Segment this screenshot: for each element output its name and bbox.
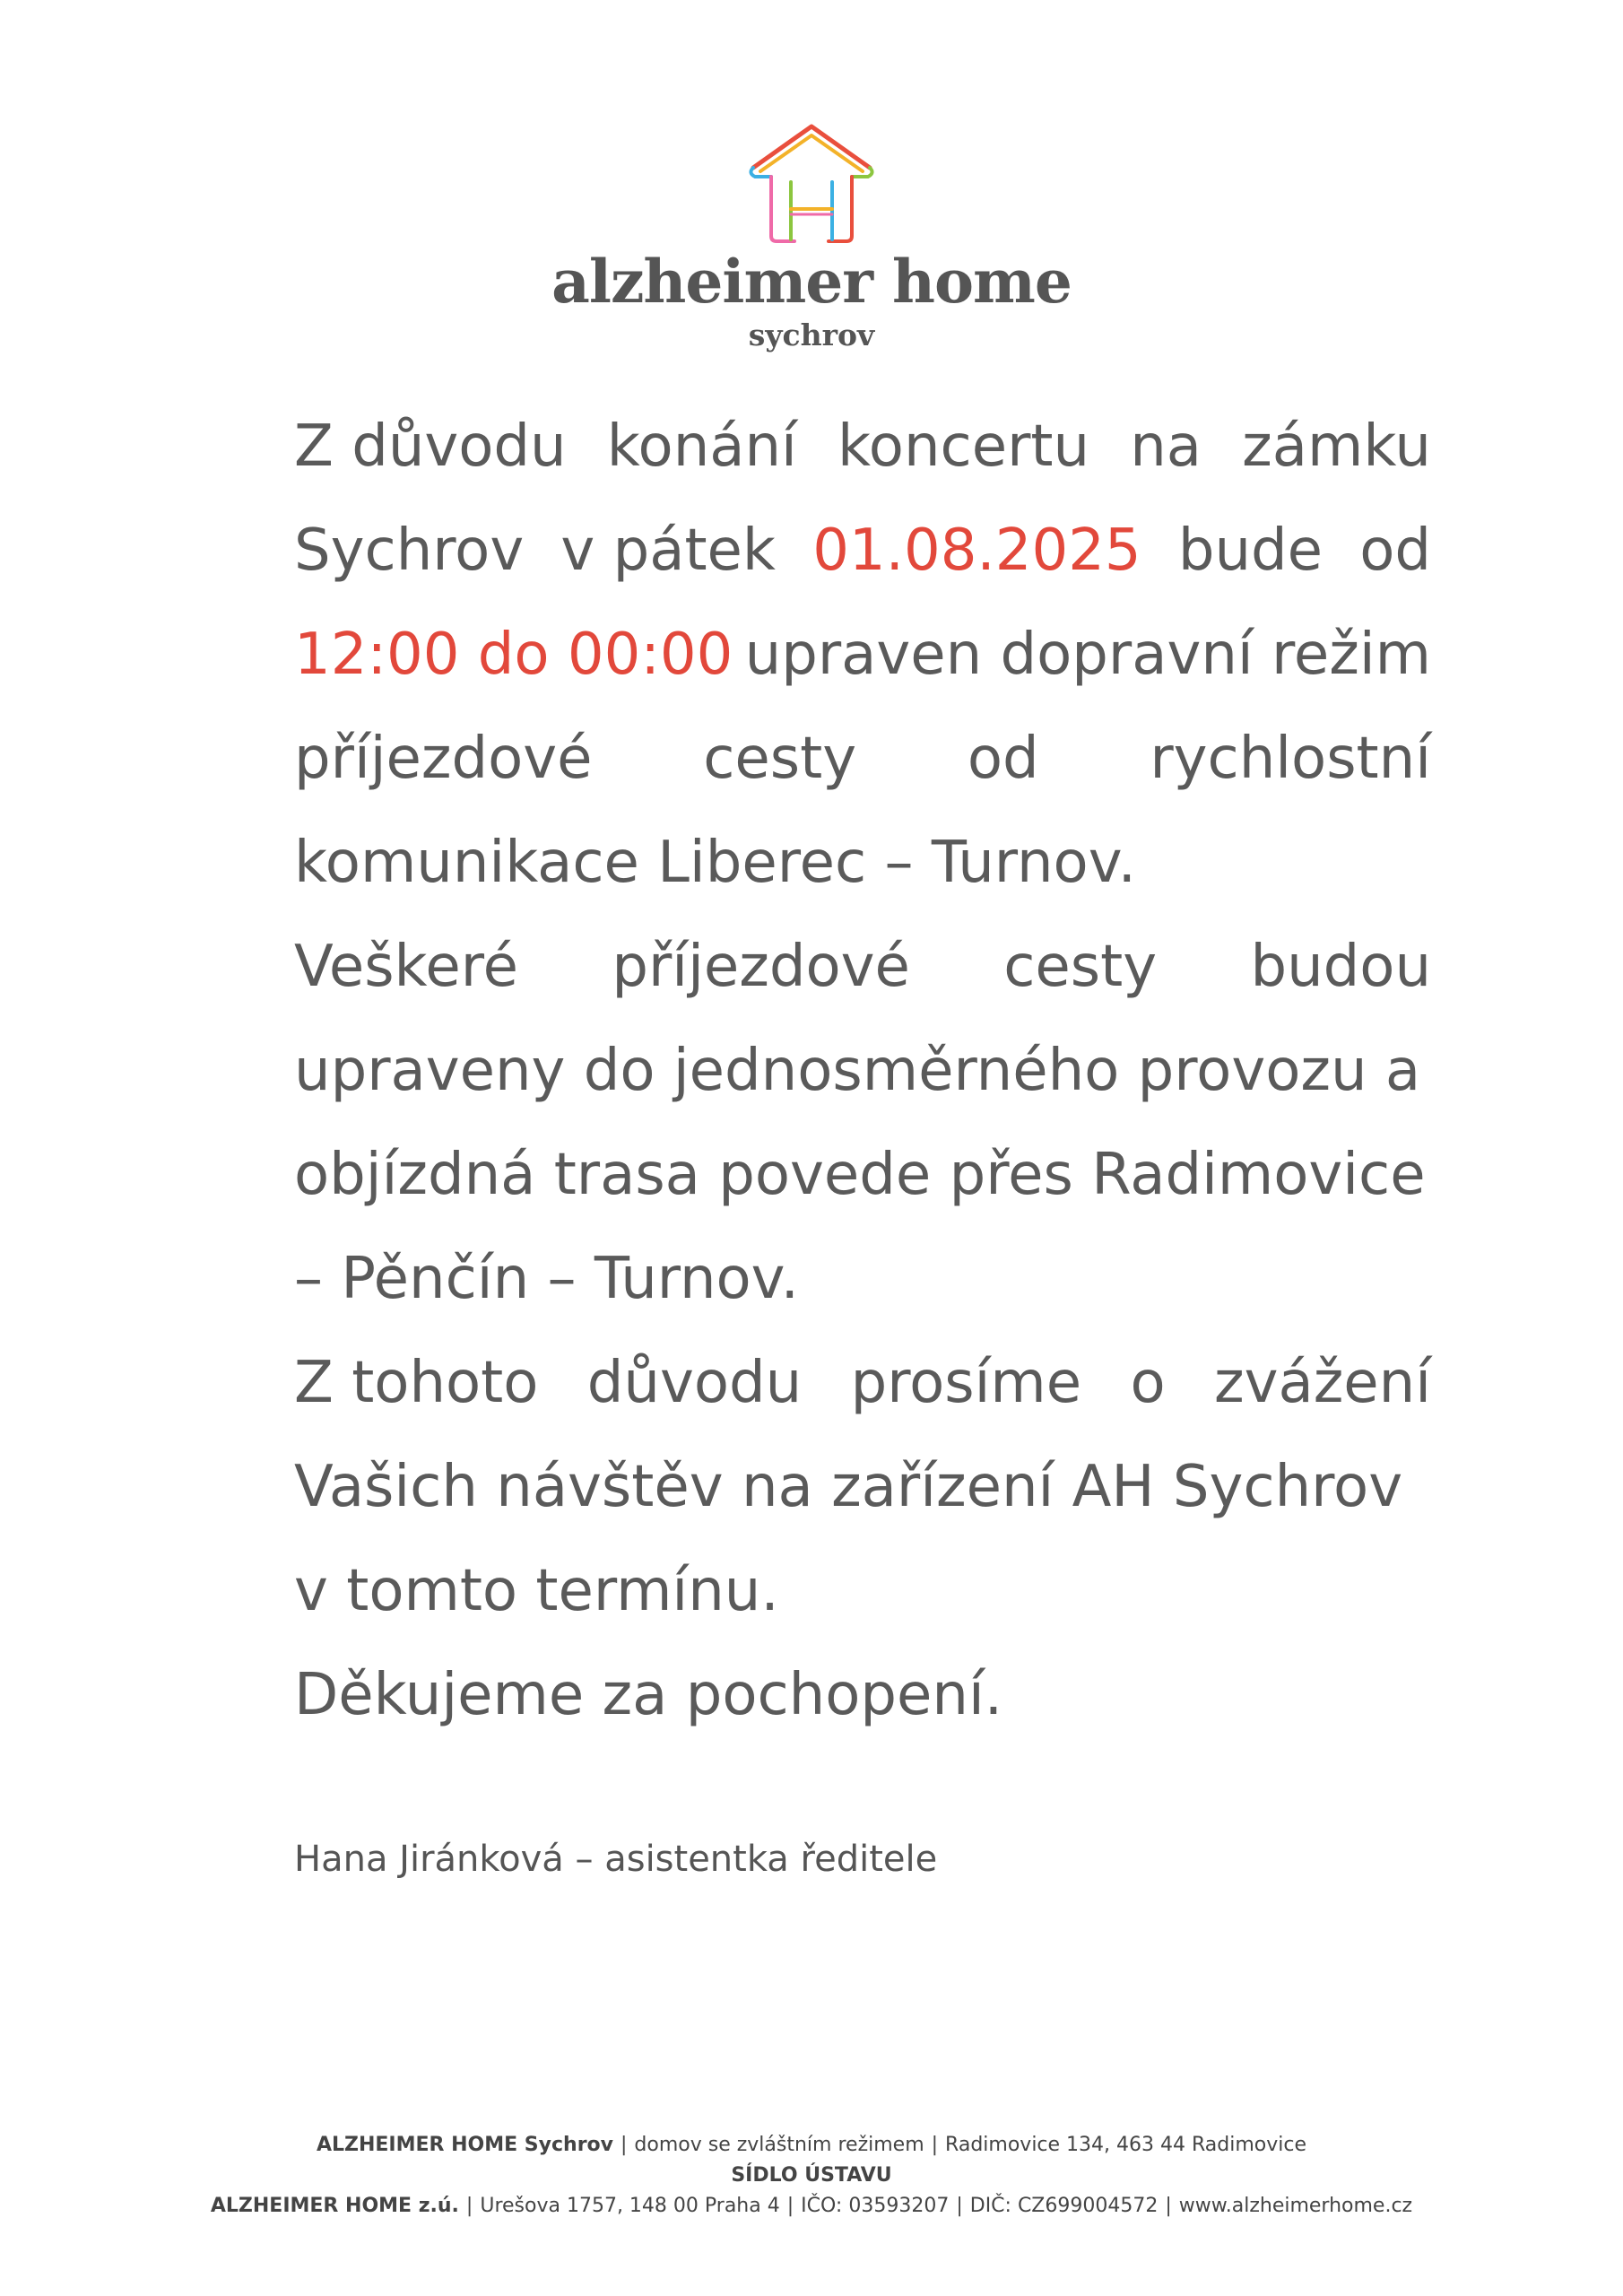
notice-line	[294, 811, 1431, 915]
footer-dic: DIČ: CZ699004572	[969, 2195, 1159, 2217]
footer-separator: |	[1165, 2195, 1172, 2217]
notice-word: o	[1130, 1350, 1166, 1416]
logo-subtitle: sychrov	[748, 317, 875, 352]
notice-line	[294, 1019, 1431, 1123]
notice-line	[294, 603, 1431, 707]
notice-word: v pátek	[560, 517, 776, 584]
notice-word: Sychrov	[294, 517, 525, 584]
notice-word: zámku	[1242, 413, 1431, 480]
notice-word: od	[1359, 517, 1431, 584]
notice-line	[294, 707, 1431, 811]
notice-text: – Pěnčín – Turnov.	[294, 1246, 799, 1312]
footer-address: Urešova 1757, 148 00 Praha 4	[480, 2195, 780, 2217]
notice-text: Vašich návštěv na zařízení AH Sychrov	[294, 1454, 1403, 1520]
notice-word: na	[1130, 413, 1202, 480]
notice-word: bude	[1177, 517, 1324, 584]
notice-word: cesty	[703, 726, 857, 792]
notice-line	[294, 1331, 1431, 1435]
notice-line	[294, 1123, 1431, 1227]
house-logo-icon	[735, 121, 888, 247]
notice-line	[294, 915, 1431, 1019]
footer-org: ALZHEIMER HOME z.ú.	[210, 2195, 459, 2217]
footer-separator: |	[931, 2134, 939, 2156]
notice-text: v tomto termínu.	[294, 1558, 779, 1624]
notice-word: důvodu	[586, 1350, 803, 1416]
notice-word: od	[967, 726, 1039, 792]
notice-word: koncertu	[838, 413, 1090, 480]
logo-name: alzheimer home	[551, 247, 1072, 317]
thanks-text: Děkujeme za pochopení.	[294, 1662, 1003, 1728]
footer-separator: |	[786, 2195, 794, 2217]
footer-line-2: SÍDLO ÚSTAVU	[731, 2164, 892, 2187]
footer-separator: |	[956, 2195, 963, 2217]
event-time: 12:00 do 00:00	[294, 622, 733, 688]
notice-word: Z důvodu	[294, 413, 567, 480]
notice-word: prosíme	[850, 1350, 1082, 1416]
notice-word: konání	[606, 413, 797, 480]
notice-line	[294, 499, 1431, 603]
notice-text: komunikace Liberec – Turnov.	[294, 830, 1136, 896]
notice-body	[294, 395, 1431, 1747]
notice-word: budou	[1250, 934, 1431, 1000]
footer-ico: IČO: 03593207	[801, 2195, 950, 2217]
logo	[0, 121, 1623, 350]
notice-word: příjezdové	[294, 726, 593, 792]
notice-text: upraven dopravní režim	[744, 622, 1431, 688]
footer	[0, 2130, 1623, 2222]
footer-website-link[interactable]: www.alzheimerhome.cz	[1178, 2195, 1413, 2217]
footer-line-3	[0, 2191, 1623, 2222]
notice-word: zvážení	[1214, 1350, 1431, 1416]
notice-line	[294, 1643, 1431, 1747]
footer-line-1	[0, 2130, 1623, 2161]
notice-text: upraveny do jednosměrného provozu a	[294, 1038, 1421, 1104]
event-date: 01.08.2025	[812, 517, 1141, 584]
notice-word: rychlostní	[1150, 726, 1431, 792]
footer-separator: |	[465, 2195, 473, 2217]
notice-word: cesty	[1003, 934, 1158, 1000]
footer-separator: |	[621, 2134, 628, 2156]
notice-line	[294, 1539, 1431, 1643]
footer-org: ALZHEIMER HOME Sychrov	[316, 2134, 613, 2156]
notice-text: objízdná trasa povede přes Radimovice	[294, 1142, 1426, 1208]
notice-word: Z tohoto	[294, 1350, 539, 1416]
footer-address: Radimovice 134, 463 44 Radimovice	[945, 2134, 1307, 2156]
notice-line	[294, 1227, 1431, 1331]
notice-line	[294, 1435, 1431, 1539]
footer-description: domov se zvláštním režimem	[634, 2134, 924, 2156]
notice-word: Veškeré	[294, 934, 518, 1000]
notice-line	[294, 395, 1431, 499]
notice-word: příjezdové	[612, 934, 910, 1000]
signature: Hana Jiránková – asistentka ředitele	[294, 1839, 938, 1880]
